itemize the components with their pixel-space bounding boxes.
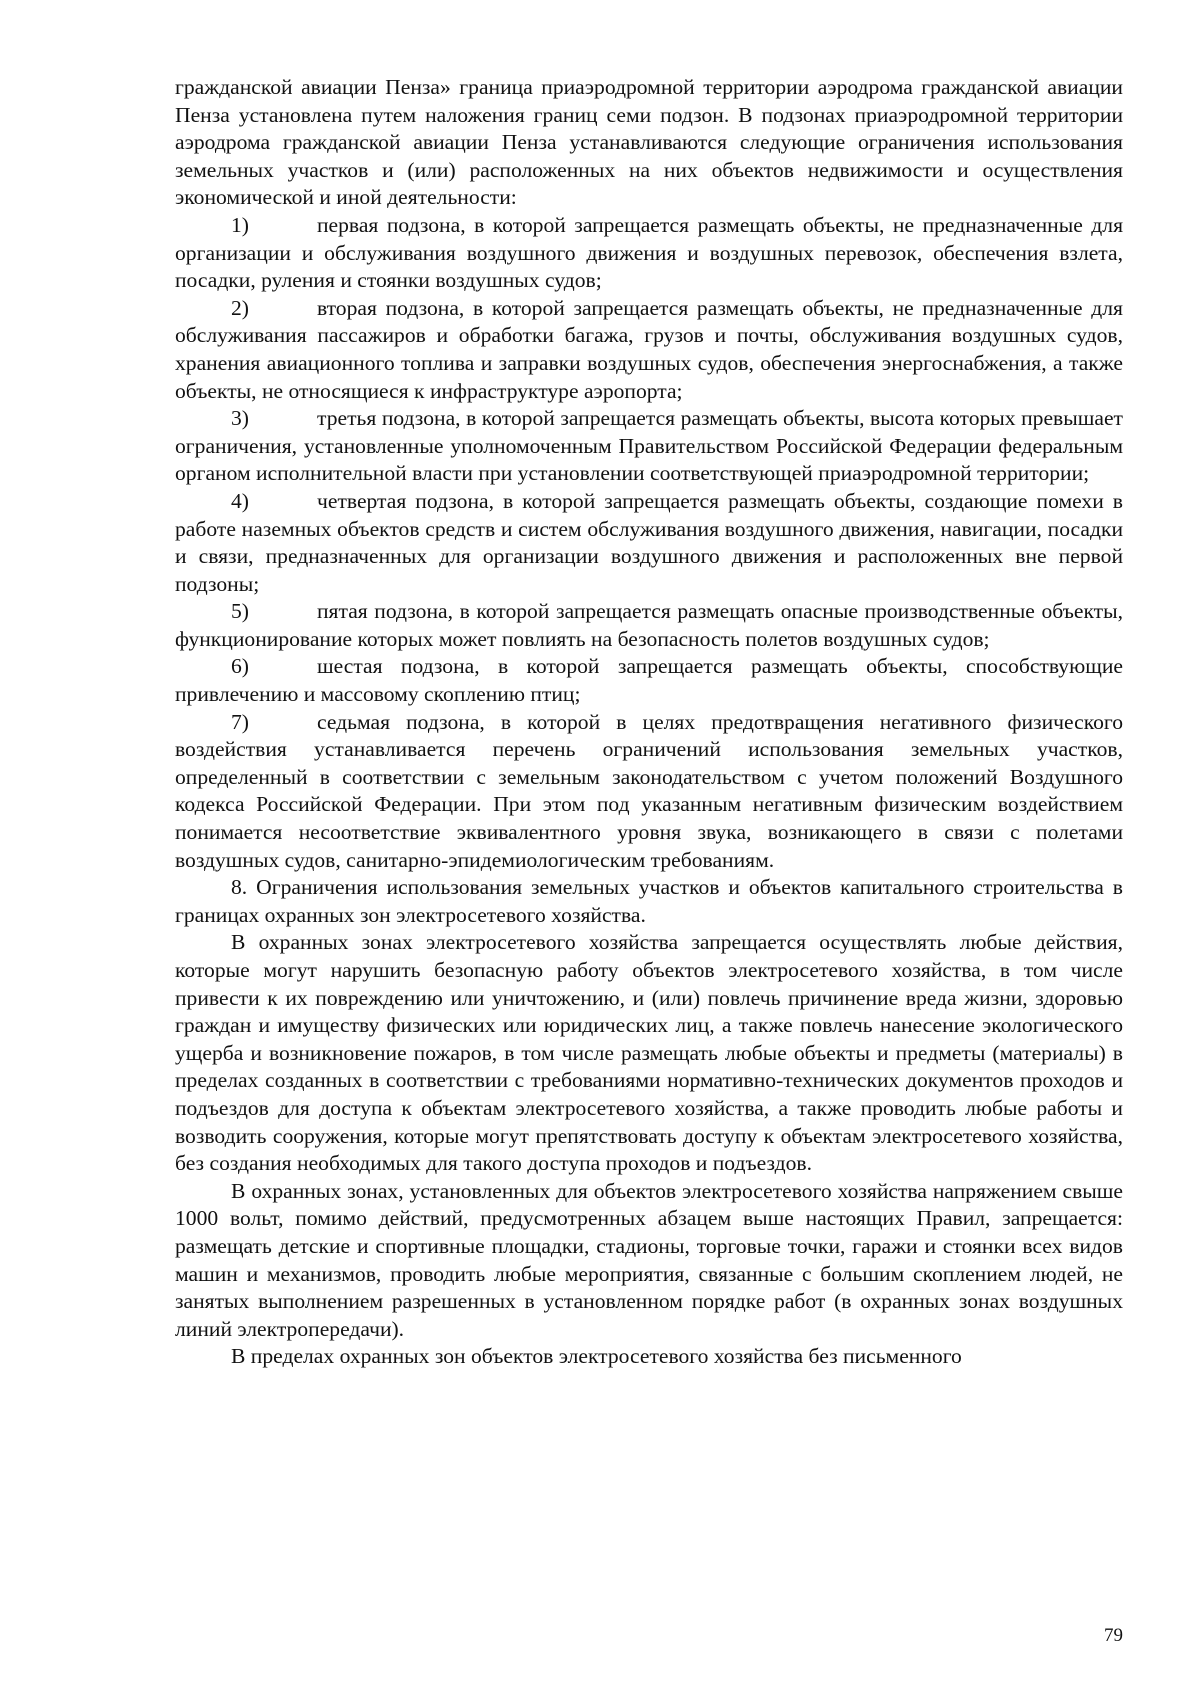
list-item — [175, 212, 1123, 295]
list-item-number: 6) — [231, 654, 249, 679]
document-body — [175, 74, 1123, 1371]
page-number: 79 — [1104, 1625, 1123, 1646]
list-item-number: 3) — [231, 406, 249, 431]
list-item-number: 1) — [231, 212, 249, 237]
list-item — [175, 488, 1123, 598]
paragraph-continued: В пределах охранных зон объектов электросетевого хозяйства без письменного — [231, 1344, 962, 1369]
paragraph-protection-zone: В охранных зонах электросетевого хозяйства запрещается осуществлять любые действия, которые могут нарушить безопасную работу объектов электросетевого хозяйства, в том числе привести к их повреждению или уничтожению, и (или) повлечь причинение вреда жизни, здоровью граждан и имуществу физических или юридических лиц, а также повлечь нанесение экологического ущерба и возникновение пожаров, в том числе размещать любые объекты и предметы (материалы) в пределах созданных в соответствии с требованиями нормативно-технических документов проходов и подъездов для доступа к объектам электросетевого хозяйства, а также проводить любые работы и возводить сооружения, которые могут препятствовать доступу к объектам электросетевого хозяйства, без создания необходимых для такого доступа проходов и подъездов. — [175, 930, 1123, 1176]
list-item — [175, 598, 1123, 653]
list-item-number: 7) — [231, 709, 249, 734]
list-item — [175, 405, 1123, 488]
list-item-text: шестая подзона, в которой запрещается размещать объекты, способствующие привлечению и массовому скоплению птиц; — [175, 654, 1123, 707]
list-item-text: третья подзона, в которой запрещается размещать объекты, высота которых превышает ограничения, установленные уполномоченным Правительством Российской Федерации федеральным органом исполнительной власти при установлении соответствующей приаэродромной территории; — [175, 406, 1123, 486]
list-item-text: вторая подзона, в которой запрещается размещать объекты, не предназначенные для обслуживания пассажиров и обработки багажа, грузов и почты, обслуживания воздушных судов, хранения авиационного топлива и заправки воздушных судов, обеспечения энергоснабжения, а также объекты, не относящиеся к инфраструктуре аэропорта; — [175, 295, 1123, 403]
list-item-number: 4) — [231, 488, 249, 513]
list-item-number: 5) — [231, 599, 249, 624]
subzone-list — [175, 212, 1123, 874]
list-item — [175, 709, 1123, 875]
list-item-number: 2) — [231, 295, 249, 320]
list-item — [175, 653, 1123, 708]
list-item-text: первая подзона, в которой запрещается размещать объекты, не предназначенные для организации и обслуживания воздушного движения и воздушных перевозок, обеспечения взлета, посадки, руления и стоянки воздушных судов; — [175, 212, 1123, 293]
list-item-text: четвертая подзона, в которой запрещается размещать объекты, создающие помехи в работе наземных объектов средств и систем обслуживания воздушного движения, навигации, посадки и связи, предназначенных для организации воздушного движения и расположенных вне первой подзоны; — [175, 488, 1123, 596]
list-item — [175, 295, 1123, 405]
paragraph-high-voltage: В охранных зонах, установленных для объектов электросетевого хозяйства напряжением свыше 1000 вольт, помимо действий, предусмотренных абзацем выше настоящих Правил, запрещается: размещать детские и спортивные площадки, стадионы, торговые точки, гаражи и стоянки всех видов машин и механизмов, проводить любые мероприятия, связанные с большим скоплением людей, не занятых выполнением разрешенных в установленном порядке работ (в охранных зонах воздушных линий электропередачи). — [175, 1178, 1123, 1341]
section-8-heading: 8. Ограничения использования земельных участков и объектов капитального строительства в границах охранных зон электросетевого хозяйства. — [175, 875, 1123, 927]
list-item-text: пятая подзона, в которой запрещается размещать опасные производственные объекты, функционирование которых может повлиять на безопасность полетов воздушных судов; — [175, 599, 1123, 651]
intro-paragraph: гражданской авиации Пенза» граница приаэродромной территории аэродрома гражданской авиации Пенза установлена путем наложения границ семи подзон. В подзонах приаэродромной территории аэродрома гражданской авиации Пенза устанавливаются следующие ограничения использования земельных участков и (или) расположенных на них объектов недвижимости и осуществления экономической и иной деятельности: — [175, 75, 1123, 210]
list-item-text: седьмая подзона, в которой в целях предотвращения негативного физического воздействия устанавливается перечень ограничений использования земельных участков, определенный в соответствии с земельным законодательством с учетом положений Воздушного кодекса Российской Федерации. При этом под указанным негативным физическим воздействием понимается несоответствие эквивалентного уровня звука, возникающего в связи с полетами воздушных судов, санитарно-эпидемиологическим требованиям. — [175, 709, 1123, 872]
